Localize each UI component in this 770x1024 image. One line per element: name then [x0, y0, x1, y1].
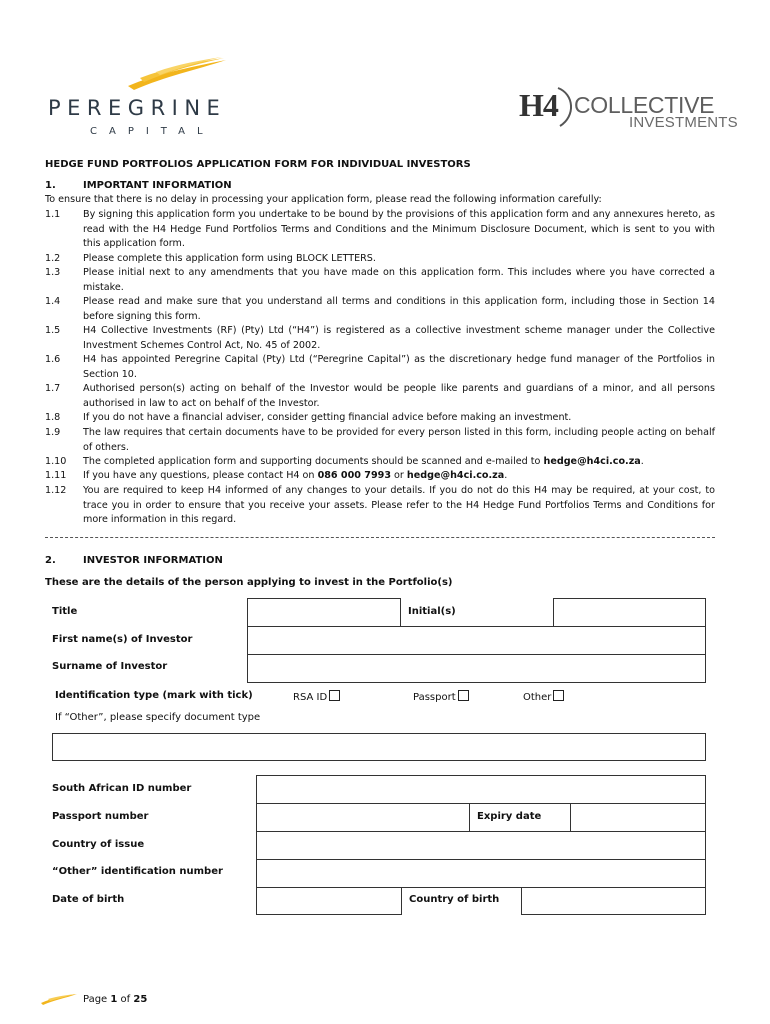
item-text: Authorised person(s) acting on behalf of the Investor would be people like parents and guardians of a minor, and all persons authorised in law to act on behalf of the Investor. — [83, 383, 715, 409]
other-id-number-label: “Other” identification number — [52, 866, 223, 877]
other-document-type-field[interactable] — [52, 733, 706, 761]
item-number: 1.10 — [45, 456, 67, 467]
item-number: 1.9 — [45, 427, 61, 438]
section1-number: 1. — [45, 180, 56, 191]
title-field[interactable] — [247, 598, 401, 627]
passport-option[interactable]: Passport — [413, 690, 469, 703]
country-of-issue-field[interactable] — [256, 831, 706, 860]
item-text: Please complete this application form using BLOCK LETTERS. — [83, 253, 376, 264]
initials-field[interactable] — [553, 598, 706, 627]
item-text: H4 Collective Investments (RF) (Pty) Ltd (“H4”) is registered as a collective investment scheme manager under the Collective Investment Schemes Control Act, No. 45 of 2002. — [83, 325, 715, 351]
item-text: H4 has appointed Peregrine Capital (Pty) Ltd (“Peregrine Capital”) as the discretionary hedge fund manager of the Portfolios in Section 10. — [83, 354, 715, 380]
item-number: 1.6 — [45, 354, 61, 365]
item-number: 1.7 — [45, 383, 61, 394]
other-checkbox[interactable] — [553, 690, 564, 701]
country-of-birth-field[interactable] — [521, 887, 706, 915]
surname-label: Surname of Investor — [52, 661, 168, 672]
item-text: The law requires that certain documents have to be provided for every person listed in this form, including people acting on behalf of others. — [83, 427, 715, 453]
item-text: If you do not have a financial adviser, consider getting financial advice before making an investment. — [83, 412, 572, 423]
first-names-field[interactable] — [247, 626, 706, 655]
dob-field[interactable] — [256, 887, 402, 915]
item-text: The completed application form and supporting documents should be scanned and e-mailed to — [83, 456, 544, 467]
section2-subheading: These are the details of the person applying to invest in the Portfolio(s) — [45, 577, 453, 588]
item-number: 1.8 — [45, 412, 61, 423]
item-text: If you have any questions, please contact H4 on — [83, 470, 318, 481]
rsa-id-option[interactable]: RSA ID — [293, 690, 340, 703]
phone-number: 086 000 7993 — [317, 470, 391, 481]
peregrine-logo-swoosh — [126, 56, 228, 92]
item-number: 1.2 — [45, 253, 61, 264]
other-specify-label: If “Other”, please specify document type — [55, 712, 261, 723]
item-number: 1.3 — [45, 267, 61, 278]
section-divider — [45, 537, 715, 538]
page-number: Page 1 of 25 — [83, 994, 148, 1005]
item-text: Please initial next to any amendments that you have made on this application form. This includes where you have corrected a mistake. — [83, 267, 715, 293]
email-link[interactable]: hedge@h4ci.co.za — [543, 456, 641, 467]
rsa-id-checkbox[interactable] — [329, 690, 340, 701]
item-text: Please read and make sure that you understand all terms and conditions in this application form, including those in Section 14 before signing this form. — [83, 296, 715, 322]
item-number: 1.12 — [45, 485, 67, 496]
country-of-issue-label: Country of issue — [52, 839, 145, 850]
section1-intro: To ensure that there is no delay in processing your application form, please read the following information carefully: — [45, 194, 602, 205]
passport-checkbox[interactable] — [458, 690, 469, 701]
form-title: HEDGE FUND PORTFOLIOS APPLICATION FORM FOR INDIVIDUAL INVESTORS — [45, 159, 471, 170]
first-names-label: First name(s) of Investor — [52, 634, 193, 645]
sa-id-label: South African ID number — [52, 783, 192, 794]
other-id-number-field[interactable] — [256, 859, 706, 888]
peregrine-logo-name: PEREGRINE — [48, 96, 227, 120]
item-number: 1.4 — [45, 296, 61, 307]
h4-logo-word-investments: INVESTMENTS — [629, 114, 738, 131]
footer-swoosh-icon — [40, 993, 78, 1005]
passport-number-field[interactable] — [256, 803, 470, 832]
h4-logo-word-collective: COLLECTIVE — [574, 92, 715, 118]
email-link[interactable]: hedge@h4ci.co.za — [406, 470, 505, 481]
other-option[interactable]: Other — [523, 690, 564, 703]
section1-title: IMPORTANT INFORMATION — [83, 180, 232, 191]
item-number: 1.1 — [45, 209, 61, 220]
item-text: You are required to keep H4 informed of any changes to your details. If you do not do this H4 may be required, at your cost, to trace you in order to ensure that you receive your assets. Please refer to the H4 Hedge Fund Portfolios Terms and Conditions for more information in this regard. — [83, 485, 715, 525]
dob-label: Date of birth — [52, 894, 125, 905]
passport-number-label: Passport number — [52, 811, 149, 822]
title-label: Title — [52, 606, 78, 617]
expiry-date-label: Expiry date — [477, 811, 542, 822]
surname-field[interactable] — [247, 654, 706, 683]
country-of-birth-label: Country of birth — [409, 894, 500, 905]
id-type-label: Identification type (mark with tick) — [55, 690, 253, 701]
expiry-date-field[interactable] — [570, 803, 706, 832]
item-number: 1.5 — [45, 325, 61, 336]
sa-id-field[interactable] — [256, 775, 706, 804]
section2-title: INVESTOR INFORMATION — [83, 555, 223, 566]
item-number: 1.11 — [45, 470, 67, 481]
item-text: By signing this application form you undertake to be bound by the provisions of this application form and any annexures hereto, as read with the H4 Hedge Fund Portfolios Terms and Conditions and the Minimum Disclosure Document, which is sent to you with this application form. — [83, 209, 715, 249]
h4-logo-mark: H4 — [519, 87, 558, 123]
section2-number: 2. — [45, 555, 56, 566]
peregrine-logo-sub: CAPITAL — [90, 126, 215, 137]
initials-label: Initial(s) — [408, 606, 456, 617]
